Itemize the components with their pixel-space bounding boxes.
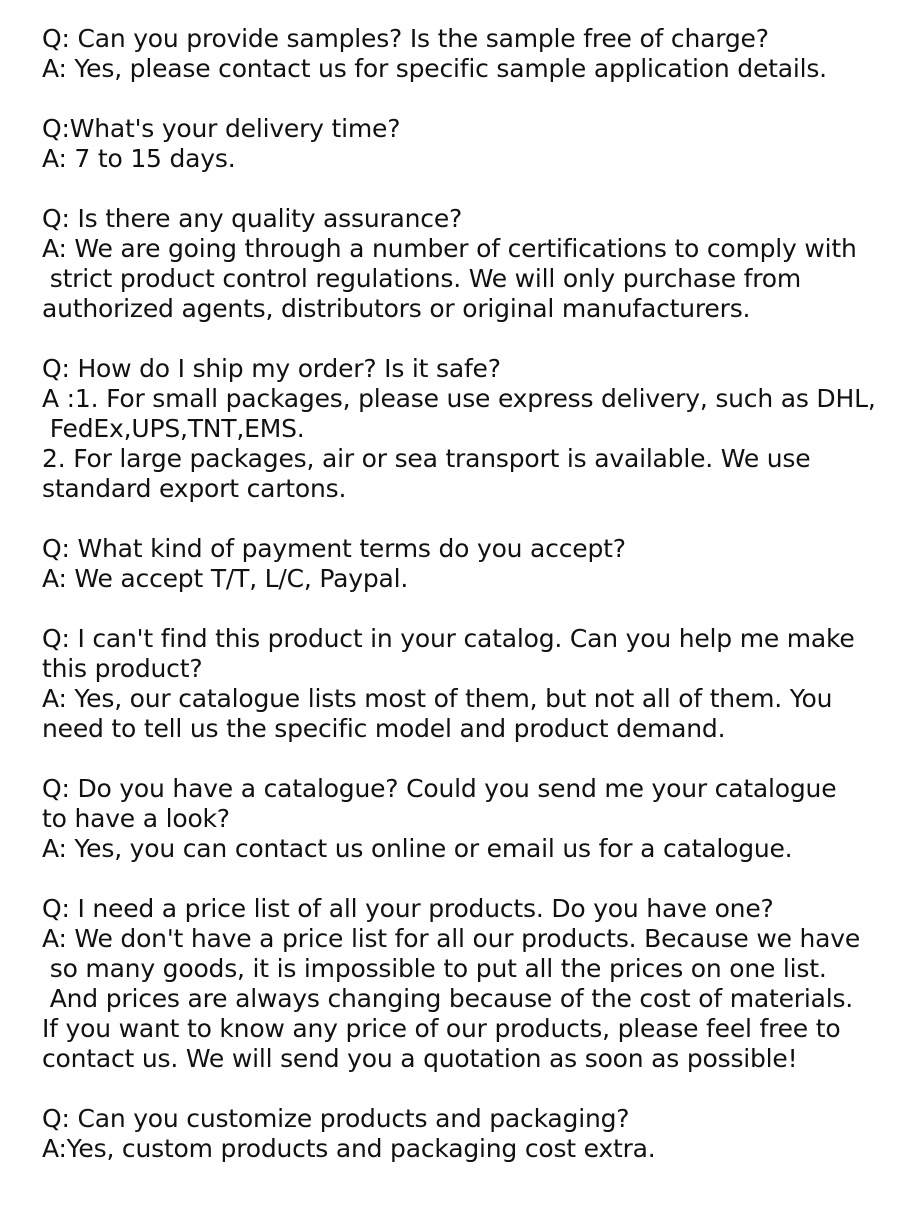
faq-answer: A :1. For small packages, please use express delivery, such as DHL,	[42, 384, 876, 413]
faq-answer-continued: standard export cartons.	[42, 474, 347, 503]
faq-answer: A: 7 to 15 days.	[42, 144, 236, 173]
faq-question: Q: Can you customize products and packaging?	[42, 1104, 630, 1133]
faq-question: Q: Can you provide samples? Is the sample free of charge?	[42, 24, 769, 53]
faq-question: Q: Is there any quality assurance?	[42, 204, 463, 233]
faq-item-delivery-time	[42, 114, 912, 174]
faq-question: Q: I need a price list of all your products. Do you have one?	[42, 894, 774, 923]
faq-question: Q: What kind of payment terms do you accept?	[42, 534, 626, 563]
faq-answer-continued: strict product control regulations. We will only purchase from	[42, 264, 802, 293]
faq-answer-continued: If you want to know any price of our products, please feel free to	[42, 1014, 841, 1043]
faq-answer-continued: so many goods, it is impossible to put all the prices on one list.	[42, 954, 827, 983]
faq-answer: A: We don't have a price list for all our products. Because we have	[42, 924, 861, 953]
faq-answer: A:Yes, custom products and packaging cost extra.	[42, 1134, 656, 1163]
faq-item-samples	[42, 24, 912, 84]
faq-answer-continued: FedEx,UPS,TNT,EMS.	[42, 414, 305, 443]
faq-answer-continued: 2. For large packages, air or sea transport is available. We use	[42, 444, 811, 473]
faq-answer-continued: authorized agents, distributors or original manufacturers.	[42, 294, 751, 323]
faq-question-continued: this product?	[42, 654, 203, 683]
faq-answer: A: Yes, please contact us for specific sample application details.	[42, 54, 827, 83]
faq-answer: A: We accept T/T, L/C, Paypal.	[42, 564, 409, 593]
faq-item-catalogue	[42, 774, 912, 864]
faq-question: Q: How do I ship my order? Is it safe?	[42, 354, 501, 383]
faq-item-customization	[42, 1104, 912, 1164]
faq-question: Q:What's your delivery time?	[42, 114, 401, 143]
faq-answer-continued: And prices are always changing because of the cost of materials.	[42, 984, 854, 1013]
faq-item-shipping	[42, 354, 912, 504]
faq-document	[42, 24, 912, 1194]
faq-item-custom-product	[42, 624, 912, 744]
faq-question: Q: Do you have a catalogue? Could you send me your catalogue	[42, 774, 837, 803]
faq-answer: A: Yes, our catalogue lists most of them, but not all of them. You	[42, 684, 833, 713]
faq-question: Q: I can't find this product in your catalog. Can you help me make	[42, 624, 855, 653]
faq-question-continued: to have a look?	[42, 804, 230, 833]
faq-item-quality-assurance	[42, 204, 912, 324]
faq-answer: A: Yes, you can contact us online or email us for a catalogue.	[42, 834, 793, 863]
faq-answer-continued: contact us. We will send you a quotation as soon as possible!	[42, 1044, 798, 1073]
faq-item-price-list	[42, 894, 912, 1074]
faq-answer: A: We are going through a number of certifications to comply with	[42, 234, 857, 263]
faq-answer-continued: need to tell us the specific model and product demand.	[42, 714, 726, 743]
faq-item-payment-terms	[42, 534, 912, 594]
